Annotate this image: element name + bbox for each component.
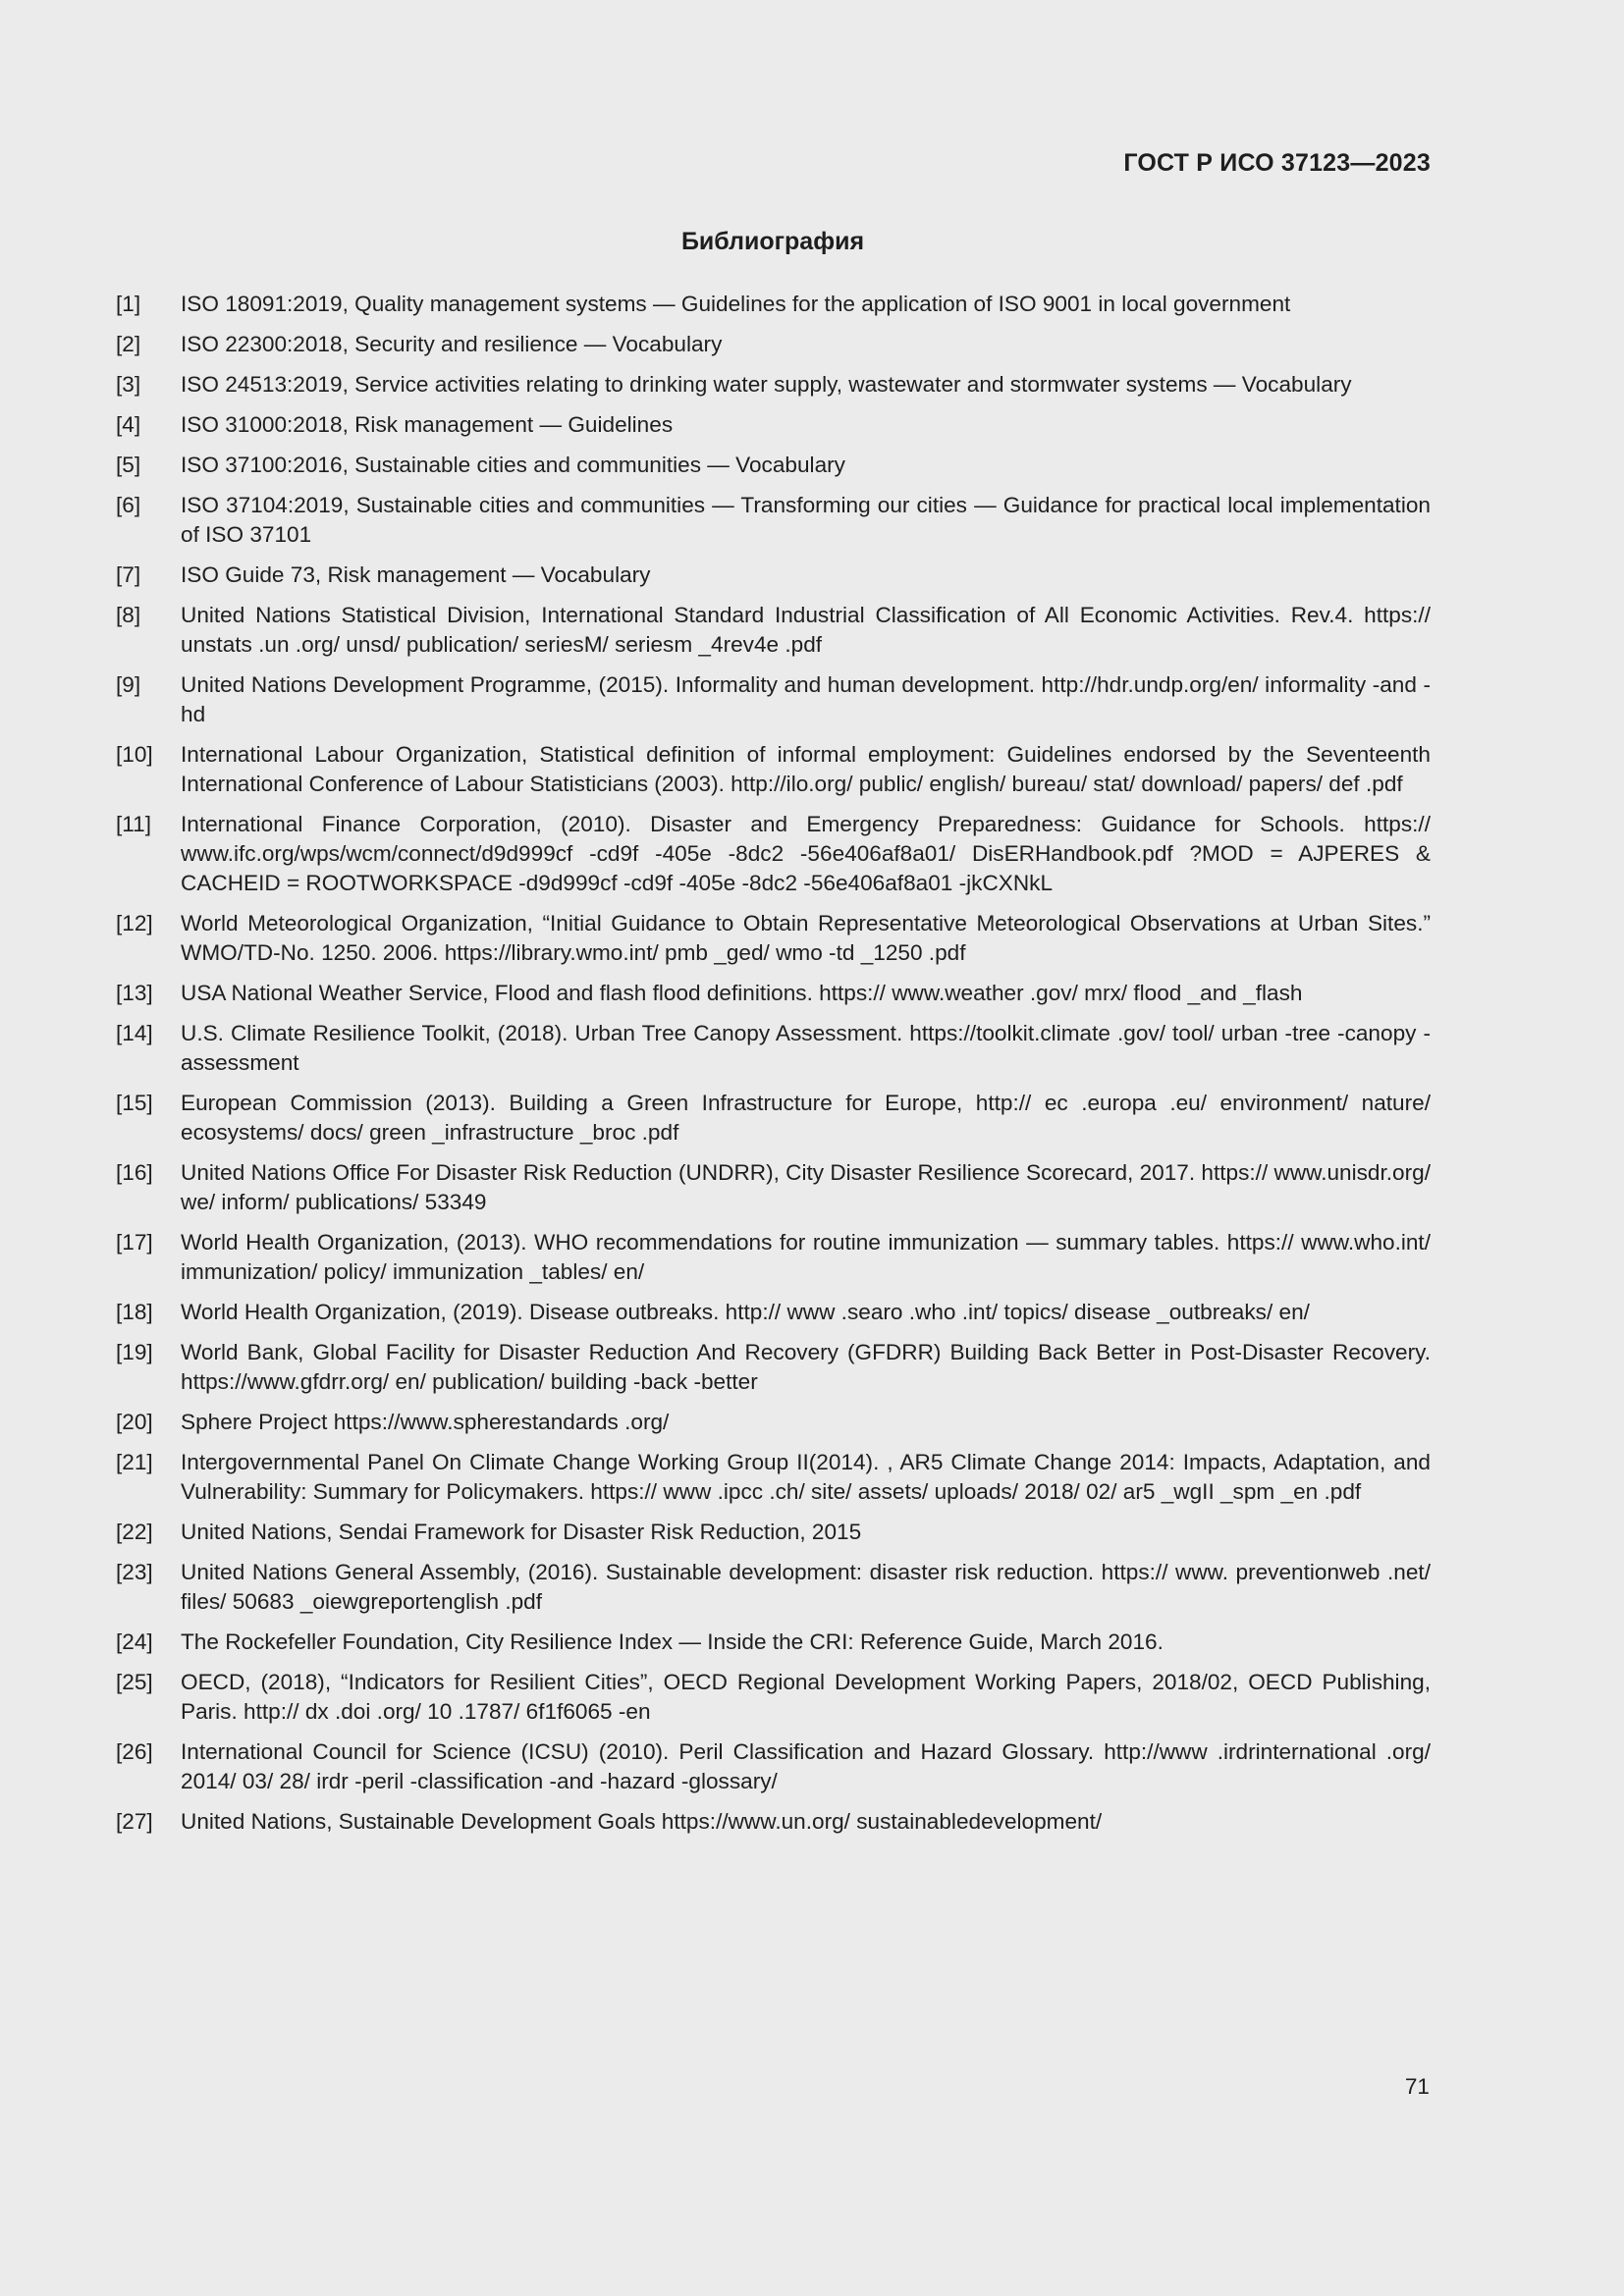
reference-text: USA National Weather Service, Flood and flash flood definitions. https:// www.weather .gov/ mrx/ flood _and _flash: [181, 981, 1303, 1005]
reference-text: United Nations Development Programme, (2015). Informality and human development. http://hdr.undp.org/en/ informality -and -hd: [181, 672, 1431, 726]
reference-text: World Bank, Global Facility for Disaster Reduction And Recovery (GFDRR) Building Back Better in Post-Disaster Recovery. https://www.gfdrr.org/ en/ publication/ building -back -better: [181, 1340, 1431, 1394]
reference-item: [116, 1158, 1431, 1217]
reference-text: ISO 37100:2016, Sustainable cities and communities — Vocabulary: [181, 453, 845, 477]
reference-item: [116, 740, 1431, 799]
reference-text: OECD, (2018), “Indicators for Resilient Cities”, OECD Regional Development Working Papers, 2018/02, OECD Publishing, Paris. http:// dx .doi .org/ 10 .1787/ 6f1f6065 -en: [181, 1670, 1431, 1724]
reference-text: European Commission (2013). Building a Green Infrastructure for Europe, http:// ec .europa .eu/ environment/ nature/ ecosystems/ docs/ green _infrastructure _broc .pdf: [181, 1091, 1431, 1145]
reference-number: [9]: [116, 672, 141, 697]
reference-text: United Nations, Sendai Framework for Disaster Risk Reduction, 2015: [181, 1520, 862, 1544]
reference-number: [21]: [116, 1450, 153, 1474]
reference-number: [2]: [116, 332, 141, 356]
reference-text: International Council for Science (ICSU) (2010). Peril Classification and Hazard Glossary. http://www .irdrinternational .org/ 2014/ 03/ 28/ irdr -peril -classification -and -hazard -glossary/: [181, 1739, 1431, 1793]
reference-item: [116, 1408, 1431, 1437]
reference-text: U.S. Climate Resilience Toolkit, (2018). Urban Tree Canopy Assessment. https://toolkit.climate .gov/ tool/ urban -tree -canopy -assessment: [181, 1021, 1431, 1075]
reference-text: United Nations Statistical Division, International Standard Industrial Classification of All Economic Activities. Rev.4. https:// unstats .un .org/ unsd/ publication/ seriesM/ seriesm _4rev4e .pdf: [181, 603, 1431, 657]
reference-number: [10]: [116, 742, 153, 767]
reference-number: [6]: [116, 493, 141, 517]
reference-text: World Meteorological Organization, “Initial Guidance to Obtain Representative Meteorological Observations at Urban Sites.” WMO/TD-No. 1250. 2006. https://library.wmo.int/ pmb _ged/ wmo -td _1250 .pdf: [181, 911, 1431, 965]
reference-text: ISO 37104:2019, Sustainable cities and communities — Transforming our cities — Guidance for practical local implementation of ISO 37101: [181, 493, 1431, 547]
reference-item: [116, 1019, 1431, 1078]
reference-item: [116, 410, 1431, 440]
reference-item: [116, 1089, 1431, 1148]
reference-number: [27]: [116, 1809, 153, 1834]
reference-number: [17]: [116, 1230, 153, 1255]
reference-item: [116, 451, 1431, 480]
reference-text: World Health Organization, (2013). WHO recommendations for routine immunization — summary tables. https:// www.who.int/ immunization/ policy/ immunization _tables/ en/: [181, 1230, 1431, 1284]
reference-number: [26]: [116, 1739, 153, 1764]
reference-item: [116, 1228, 1431, 1287]
reference-text: International Finance Corporation, (2010). Disaster and Emergency Preparedness: Guidance for Schools. https:// www.ifc.org/wps/wcm/connect/d9d999cf -cd9f -405e -8dc2 -56e406af8a01/ DisERHandbook.pdf ?MOD = AJPERES & CACHEID = ROOTWORKSPACE -d9d999cf -cd9f -405e -8dc2 -56e406af8a01 -jkCXNkL: [181, 812, 1431, 895]
reference-item: [116, 330, 1431, 359]
reference-item: [116, 491, 1431, 550]
reference-text: Intergovernmental Panel On Climate Change Working Group II(2014). , AR5 Climate Change 2014: Impacts, Adaptation, and Vulnerability: Summary for Policymakers. https:// www .ipcc .ch/ site/ assets/ uploads/ 2018/ 02/ ar5 _wgII _spm _en .pdf: [181, 1450, 1431, 1504]
reference-text: ISO 22300:2018, Security and resilience — Vocabulary: [181, 332, 723, 356]
reference-number: [13]: [116, 981, 153, 1005]
bibliography-list: [116, 290, 1431, 1847]
reference-item: [116, 1448, 1431, 1507]
reference-number: [12]: [116, 911, 153, 935]
reference-number: [11]: [116, 812, 152, 836]
reference-text: United Nations General Assembly, (2016). Sustainable development: disaster risk reduction. https:// www. preventionweb .net/ files/ 50683 _oiewgreportenglish .pdf: [181, 1560, 1431, 1614]
reference-item: [116, 979, 1431, 1008]
reference-text: United Nations, Sustainable Development Goals https://www.un.org/ sustainabledevelopment/: [181, 1809, 1103, 1834]
reference-number: [7]: [116, 562, 141, 587]
reference-number: [15]: [116, 1091, 153, 1115]
reference-item: [116, 601, 1431, 660]
reference-item: [116, 1298, 1431, 1327]
reference-item: [116, 1807, 1431, 1837]
reference-number: [8]: [116, 603, 141, 627]
reference-item: [116, 290, 1431, 319]
reference-number: [25]: [116, 1670, 153, 1694]
reference-item: [116, 1518, 1431, 1547]
reference-number: [1]: [116, 292, 141, 316]
reference-item: [116, 1338, 1431, 1397]
reference-number: [20]: [116, 1410, 153, 1434]
reference-number: [3]: [116, 372, 141, 397]
reference-number: [5]: [116, 453, 141, 477]
standard-designation: ГОСТ Р ИСО 37123—2023: [1123, 149, 1431, 177]
reference-item: [116, 1737, 1431, 1796]
reference-number: [22]: [116, 1520, 153, 1544]
reference-item: [116, 1668, 1431, 1727]
reference-number: [19]: [116, 1340, 153, 1364]
reference-item: [116, 370, 1431, 400]
reference-text: ISO 24513:2019, Service activities relating to drinking water supply, wastewater and stormwater systems — Vocabulary: [181, 372, 1352, 397]
reference-item: [116, 810, 1431, 898]
reference-item: [116, 1558, 1431, 1617]
reference-number: [18]: [116, 1300, 153, 1324]
reference-text: World Health Organization, (2019). Disease outbreaks. http:// www .searo .who .int/ topics/ disease _outbreaks/ en/: [181, 1300, 1310, 1324]
reference-text: Sphere Project https://www.spherestandards .org/: [181, 1410, 670, 1434]
reference-text: The Rockefeller Foundation, City Resilience Index — Inside the CRI: Reference Guide, March 2016.: [181, 1629, 1164, 1654]
reference-number: [4]: [116, 412, 141, 437]
reference-item: [116, 670, 1431, 729]
reference-item: [116, 561, 1431, 590]
page-number: 71: [1404, 2074, 1430, 2099]
reference-number: [23]: [116, 1560, 153, 1584]
reference-text: ISO Guide 73, Risk management — Vocabulary: [181, 562, 651, 587]
reference-number: [24]: [116, 1629, 153, 1654]
reference-text: ISO 18091:2019, Quality management systems — Guidelines for the application of ISO 9001 in local government: [181, 292, 1291, 316]
reference-text: ISO 31000:2018, Risk management — Guidelines: [181, 412, 674, 437]
reference-item: [116, 909, 1431, 968]
reference-text: International Labour Organization, Statistical definition of informal employment: Guidelines endorsed by the Seventeenth International Conference of Labour Statisticians (2003). http://ilo.org/ public/ english/ bureau/ stat/ download/ papers/ def .pdf: [181, 742, 1431, 796]
reference-number: [14]: [116, 1021, 153, 1045]
reference-number: [16]: [116, 1160, 153, 1185]
reference-item: [116, 1628, 1431, 1657]
page-title: Библиография: [680, 228, 865, 255]
reference-text: United Nations Office For Disaster Risk Reduction (UNDRR), City Disaster Resilience Scorecard, 2017. https:// www.unisdr.org/ we/ inform/ publications/ 53349: [181, 1160, 1431, 1214]
